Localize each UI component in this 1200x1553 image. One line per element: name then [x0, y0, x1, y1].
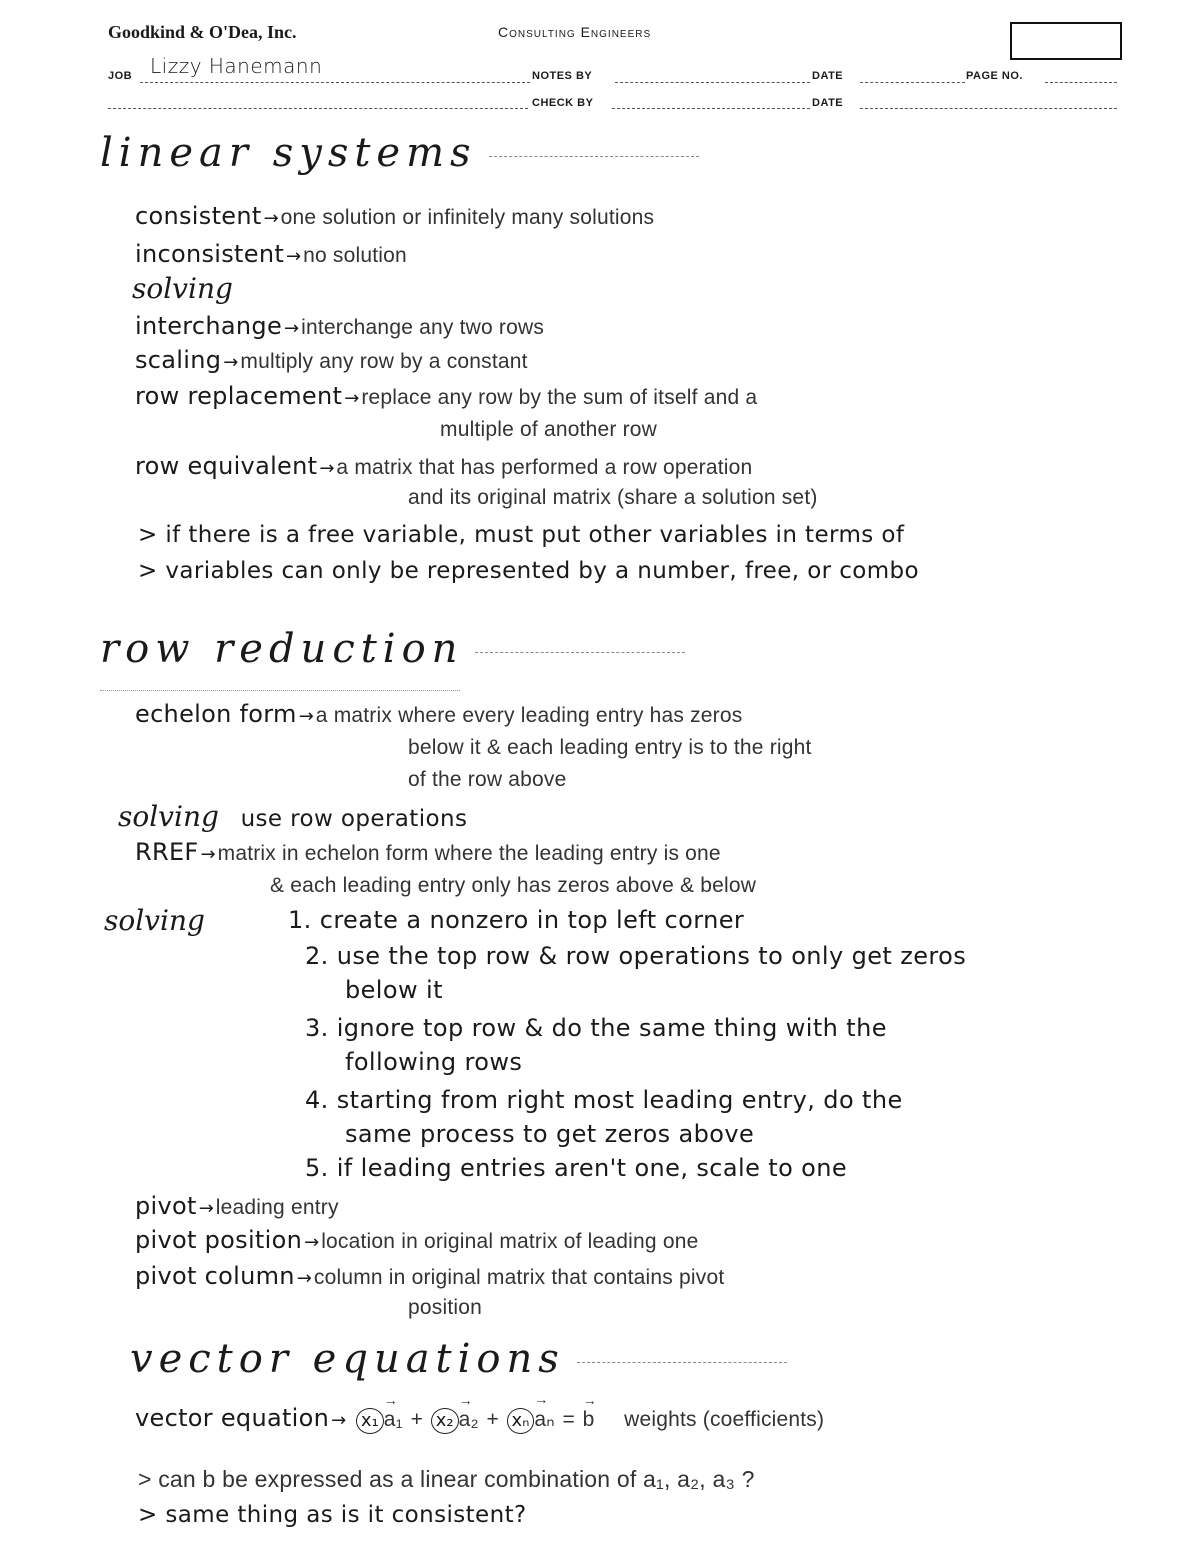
def-inconsistent: no solution: [303, 244, 407, 267]
term-pivot: pivot: [135, 1192, 197, 1220]
solving-text: use row operations: [240, 806, 468, 832]
row-equivalent-row: [135, 452, 752, 480]
term-echelon-form: echelon form: [135, 700, 297, 728]
step-2: 2. use the top row & row operations to only get zeros: [305, 942, 967, 970]
rref-row: [135, 838, 721, 866]
term-vector-equation: vector equation: [135, 1404, 330, 1432]
weight-x2: x₂: [431, 1408, 459, 1434]
term-pivot-position: pivot position: [135, 1226, 303, 1254]
bullet-linear-combination: > can b be expressed as a linear combination of a₁, a₂, a₃ ?: [138, 1466, 755, 1492]
def-echelon-form: a matrix where every leading entry has zeros: [315, 704, 743, 727]
arrow-icon: →: [263, 208, 279, 229]
vector-a2: → a₂: [459, 1408, 479, 1432]
weight-xn: xₙ: [507, 1408, 535, 1434]
def-row-replacement-cont: multiple of another row: [440, 418, 658, 441]
step-4-cont: same process to get zeros above: [345, 1120, 755, 1148]
check-by-line: [612, 108, 810, 109]
term-row-equivalent: row equivalent: [135, 452, 318, 480]
bullet-consistent: > same thing as is it consistent?: [138, 1502, 527, 1528]
inconsistent-row: [135, 240, 407, 268]
arrow-icon: →: [284, 318, 300, 339]
def-rref-cont: & each leading entry only has zeros above & below: [270, 874, 757, 897]
def-pivot-position: location in original matrix of leading one: [321, 1230, 699, 1253]
date2-line: [860, 108, 1117, 109]
arrow-icon: →: [304, 1232, 320, 1253]
weight-x1: x₁: [356, 1408, 384, 1434]
row-replacement-row: [135, 382, 757, 410]
term-scaling: scaling: [135, 346, 222, 374]
page-no-line: [1045, 82, 1117, 83]
term-interchange: interchange: [135, 312, 283, 340]
def-row-equivalent-cont: and its original matrix (share a solution set): [408, 486, 818, 509]
job-value: Lizzy Hanemann: [150, 54, 323, 78]
term-rref: RREF: [135, 838, 199, 866]
def-pivot: leading entry: [215, 1196, 339, 1219]
def-rref: matrix in echelon form where the leading entry is one: [217, 842, 721, 865]
def-row-equivalent: a matrix that has performed a row operation: [336, 456, 753, 479]
consistent-row: [135, 202, 654, 230]
step-3-cont: following rows: [345, 1048, 523, 1076]
vector-equation-row: vector equation → x₁→ a₁ + x₂→ a₂ + xₙ→ aₙ = → b weights (coefficients): [135, 1404, 824, 1434]
scaling-row: [135, 346, 528, 374]
arrow-icon: →: [198, 1198, 214, 1219]
step-3: 3. ignore top row & do the same thing with the: [305, 1014, 887, 1042]
dotted-rule: [100, 690, 460, 691]
def-pivot-column: column in original matrix that contains pivot: [313, 1266, 725, 1289]
term-inconsistent: inconsistent: [135, 240, 285, 268]
page-number-box: [1010, 22, 1122, 60]
def-interchange: interchange any two rows: [301, 316, 545, 339]
job-label: JOB: [108, 70, 133, 82]
arrow-icon: →: [286, 246, 302, 267]
check-by-label: CHECK BY: [532, 97, 594, 109]
notes-by-line: [615, 82, 810, 83]
def-echelon-form-cont2: of the row above: [408, 768, 567, 791]
date-line: [860, 82, 965, 83]
check-by-left-line: [108, 108, 528, 109]
arrow-icon: →: [331, 1410, 347, 1431]
bullet-variables-representation: > variables can only be represented by a number, free, or combo: [138, 558, 920, 584]
term-consistent: consistent: [135, 202, 262, 230]
section-title-vector-equations: vector equations: [130, 1336, 787, 1382]
vector-a1: → a₁: [384, 1408, 403, 1432]
pivot-position-row: [135, 1226, 698, 1254]
vector-an: → aₙ: [534, 1407, 554, 1432]
def-pivot-column-cont: position: [408, 1296, 482, 1319]
section-title-linear-systems: linear systems: [100, 130, 699, 176]
solving-label-3: solving: [104, 904, 205, 937]
bullet-free-variable: > if there is a free variable, must put other variables in terms of: [138, 522, 905, 548]
interchange-row: [135, 312, 544, 340]
arrow-icon: →: [319, 458, 335, 479]
step-1: 1. create a nonzero in top left corner: [288, 906, 745, 934]
term-row-replacement: row replacement: [135, 382, 343, 410]
vector-b: → b: [583, 1408, 595, 1432]
pivot-row: [135, 1192, 339, 1220]
solving-use-row-ops: [118, 800, 467, 833]
arrow-icon: →: [344, 388, 360, 409]
weights-note: weights (coefficients): [624, 1408, 825, 1431]
date-label: DATE: [812, 70, 844, 82]
term-pivot-column: pivot column: [135, 1262, 295, 1290]
arrow-icon: →: [298, 706, 314, 727]
notes-by-label: NOTES BY: [532, 70, 593, 82]
company-name: Goodkind & O'Dea, Inc.: [108, 22, 297, 42]
echelon-form-row: [135, 700, 742, 728]
def-echelon-form-cont: below it & each leading entry is to the right: [408, 736, 812, 759]
arrow-icon: →: [200, 844, 216, 865]
step-4: 4. starting from right most leading entry, do the: [305, 1086, 903, 1114]
page-no-label: PAGE NO.: [966, 70, 1023, 82]
date2-label: DATE: [812, 97, 844, 109]
company-type: Consulting Engineers: [498, 24, 652, 40]
def-scaling: multiply any row by a constant: [240, 350, 528, 373]
job-line: [140, 82, 530, 83]
solving-label: solving: [132, 272, 233, 305]
pivot-column-row: [135, 1262, 724, 1290]
step-5: 5. if leading entries aren't one, scale to one: [305, 1154, 848, 1182]
solving-label-2: solving: [118, 800, 219, 833]
def-row-replacement: replace any row by the sum of itself and a: [361, 386, 758, 409]
arrow-icon: →: [296, 1268, 312, 1289]
arrow-icon: →: [223, 352, 239, 373]
section-title-row-reduction: row reduction: [100, 626, 685, 672]
def-consistent: one solution or infinitely many solutions: [280, 206, 655, 229]
step-2-cont: below it: [345, 976, 443, 1004]
